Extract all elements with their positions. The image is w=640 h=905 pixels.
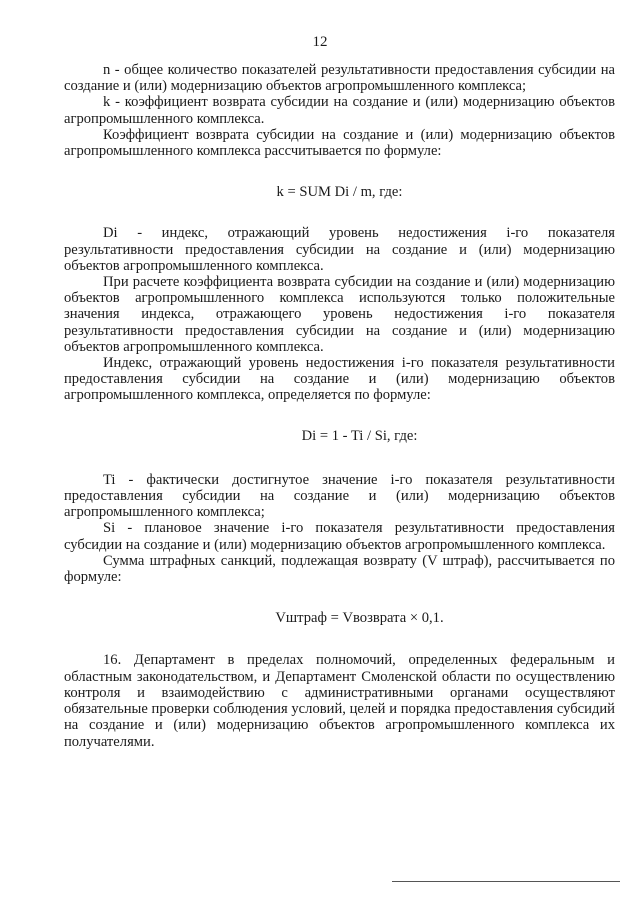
paragraph-positive-values: При расчете коэффициента возврата субсидии на создание и (или) модернизацию объектов агропромышленного комплекса используются только положительные значения индекса, отражающего уровень недостижения i-го показателя результативности предоставления субсидии на создание и (или) модернизацию объектов агропромышленного комплекса. (64, 274, 615, 355)
paragraph-k-definition: k - коэффициент возврата субсидии на создание и (или) модернизацию объектов агропромышленного комплекса. (64, 94, 615, 127)
formula-k: k = SUM Di / m, где: (276, 184, 403, 201)
paragraph-di-definition: Di - индекс, отражающий уровень недостижения i-го показателя результативности предоставления субсидии на создание и (или) модернизацию объектов агропромышленного комплекса. (64, 225, 615, 274)
paragraph-n-definition: n - общее количество показателей результативности предоставления субсидии на создание и (или) модернизацию объектов агропромышленного комплекса; (64, 62, 615, 95)
paragraph-ti-definition: Ti - фактически достигнутое значение i-го показателя результативности предоставления субсидии на создание и (или) модернизацию объектов агропромышленного комплекса; (64, 471, 615, 521)
paragraph-penalty-intro: Сумма штрафных санкций, подлежащая возврату (V штраф), рассчитывается по формуле: (64, 552, 615, 586)
paragraph-16: 16. Департамент в пределах полномочий, определенных федеральным и областным законодательством, и Департамент Смоленской области по осуществлению контроля и взаимодействию с административными органами осуществляют обязательные проверки соблюдения условий, целей и порядка предоставления субсидий на создание и (или) модернизацию объектов агропромышленного комплекса их получателями. (64, 652, 615, 750)
formula-di: Di = 1 - Ti / Si, где: (301, 427, 418, 444)
page-number: 12 (312, 34, 328, 50)
document-body (64, 62, 615, 750)
paragraph-di-formula-intro: Индекс, отражающий уровень недостижения i-го показателя результативности предоставления субсидии на создание и (или) модернизацию объектов агропромышленного комплекса, определяется по формуле: (64, 355, 615, 404)
formula-penalty: Vштраф = Vвозврата × 0,1. (275, 610, 444, 627)
bottom-rule (392, 881, 620, 882)
paragraph-k-formula-intro: Коэффициент возврата субсидии на создание и (или) модернизацию объектов агропромышленного комплекса рассчитывается по формуле: (64, 126, 615, 160)
paragraph-si-definition: Si - плановое значение i-го показателя результативности предоставления субсидии на создание и (или) модернизацию объектов агропромышленного комплекса. (64, 520, 615, 553)
